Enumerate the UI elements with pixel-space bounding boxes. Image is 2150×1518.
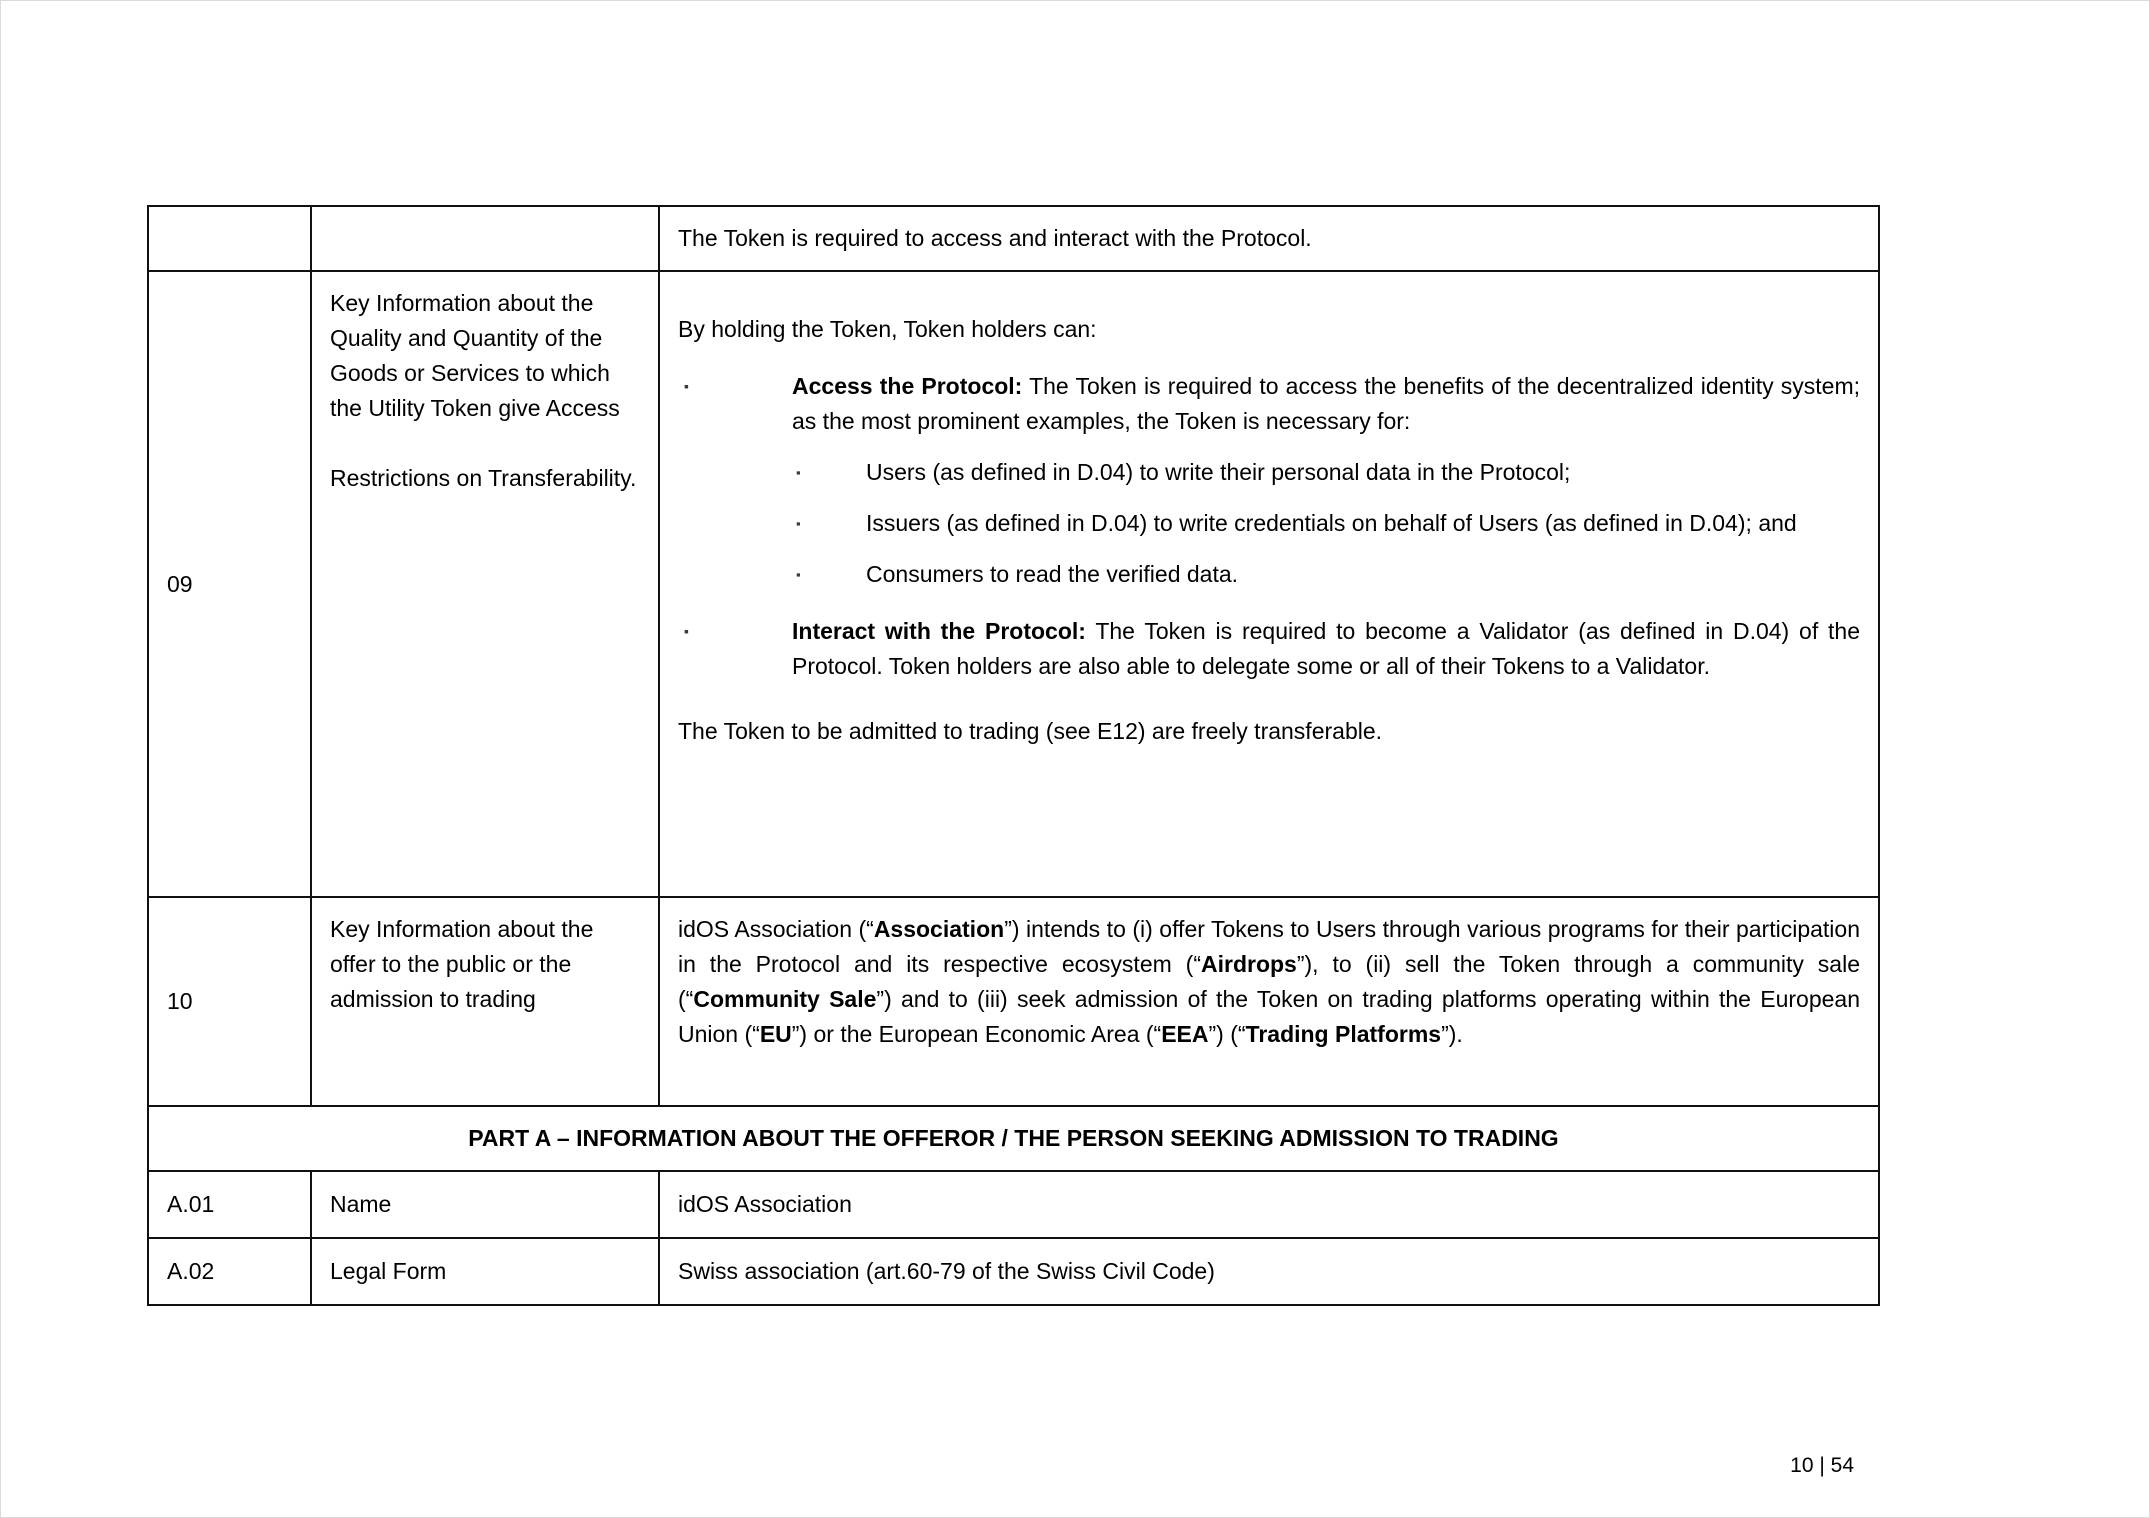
- row-id-cell: A.02: [148, 1238, 311, 1305]
- bullet-item: [678, 614, 1860, 684]
- row-content-cell: Swiss association (art.60-79 of the Swiss Civil Code): [659, 1238, 1879, 1305]
- table-row-carryover: [148, 206, 1879, 271]
- bullet-marker-icon: ▪: [796, 516, 801, 531]
- row-content-cell: idOS Association: [659, 1171, 1879, 1238]
- sub-bullet-text: Issuers (as defined in D.04) to write credentials on behalf of Users (as defined in D.04); and: [866, 510, 1797, 536]
- table-row-part-a-header: [148, 1106, 1879, 1171]
- table-row-a01: [148, 1171, 1879, 1238]
- table-row-a02: [148, 1238, 1879, 1305]
- row-label-paragraph: Key Information about the offer to the public or the admission to trading: [330, 916, 594, 1012]
- bullet-text: Interact with the Protocol: The Token is required to become a Validator (as defined in D.04) of the Protocol. Token holders are also able to delegate some or all of their Tokens to a Validator.: [792, 618, 1860, 679]
- row-label-cell: Name: [311, 1171, 659, 1238]
- row-label-cell: [311, 897, 659, 1106]
- bullet-text: Access the Protocol: The Token is required to access the benefits of the decentralized identity system; as the most prominent examples, the Token is necessary for:: [792, 373, 1860, 434]
- carryover-text: The Token is required to access and interact with the Protocol.: [678, 225, 1312, 251]
- sub-bullet-item: [678, 557, 1860, 592]
- bullet-marker-icon: ▪: [684, 378, 689, 394]
- table-row-10: [148, 897, 1879, 1106]
- sub-bullet-text: Users (as defined in D.04) to write their personal data in the Protocol;: [866, 459, 1571, 485]
- bullet-marker-icon: ▪: [796, 567, 801, 582]
- bullet-item: [678, 369, 1860, 439]
- row-content-cell: [659, 271, 1879, 897]
- row10-text: idOS Association (“Association”) intends to (i) offer Tokens to Users through various programs for their participation in the Protocol and its respective ecosystem (“Airdrops”), to (ii) sell the Token through a community sale (“Community Sale”) and to (iii) seek admission of the Token on trading platforms operating within the European Union (“EU”) or the European Economic Area (“EEA”) (“Trading Platforms”).: [678, 916, 1860, 1047]
- table-row-09: [148, 271, 1879, 897]
- bullet-marker-icon: ▪: [796, 465, 801, 480]
- row-id-cell: A.01: [148, 1171, 311, 1238]
- sub-bullet-item: [678, 455, 1860, 490]
- row-id-cell: [148, 206, 311, 271]
- row-label-paragraph: Key Information about the Quality and Quantity of the Goods or Services to which the Utility Token give Access: [330, 290, 620, 421]
- row09-outro-text: The Token to be admitted to trading (see E12) are freely transferable.: [678, 718, 1383, 744]
- row-content-cell: [659, 897, 1879, 1106]
- row-id-cell: 09: [148, 271, 311, 897]
- part-a-section-header: PART A – INFORMATION ABOUT THE OFFEROR / THE PERSON SEEKING ADMISSION TO TRADING: [148, 1106, 1879, 1171]
- row-label-paragraph: Restrictions on Transferability.: [330, 465, 637, 491]
- row-label-cell: Legal Form: [311, 1238, 659, 1305]
- bullet-marker-icon: ▪: [684, 623, 689, 639]
- page-number: 10 | 54: [1790, 1454, 1854, 1477]
- row09-intro-text: By holding the Token, Token holders can:: [678, 316, 1097, 342]
- row-label-cell: [311, 271, 659, 897]
- row-content-cell: [659, 206, 1879, 271]
- whitepaper-table: [147, 205, 1880, 1306]
- sub-bullet-item: [678, 506, 1860, 541]
- row-id-cell: 10: [148, 897, 311, 1106]
- row-label-cell: [311, 206, 659, 271]
- sub-bullet-text: Consumers to read the verified data.: [866, 561, 1239, 587]
